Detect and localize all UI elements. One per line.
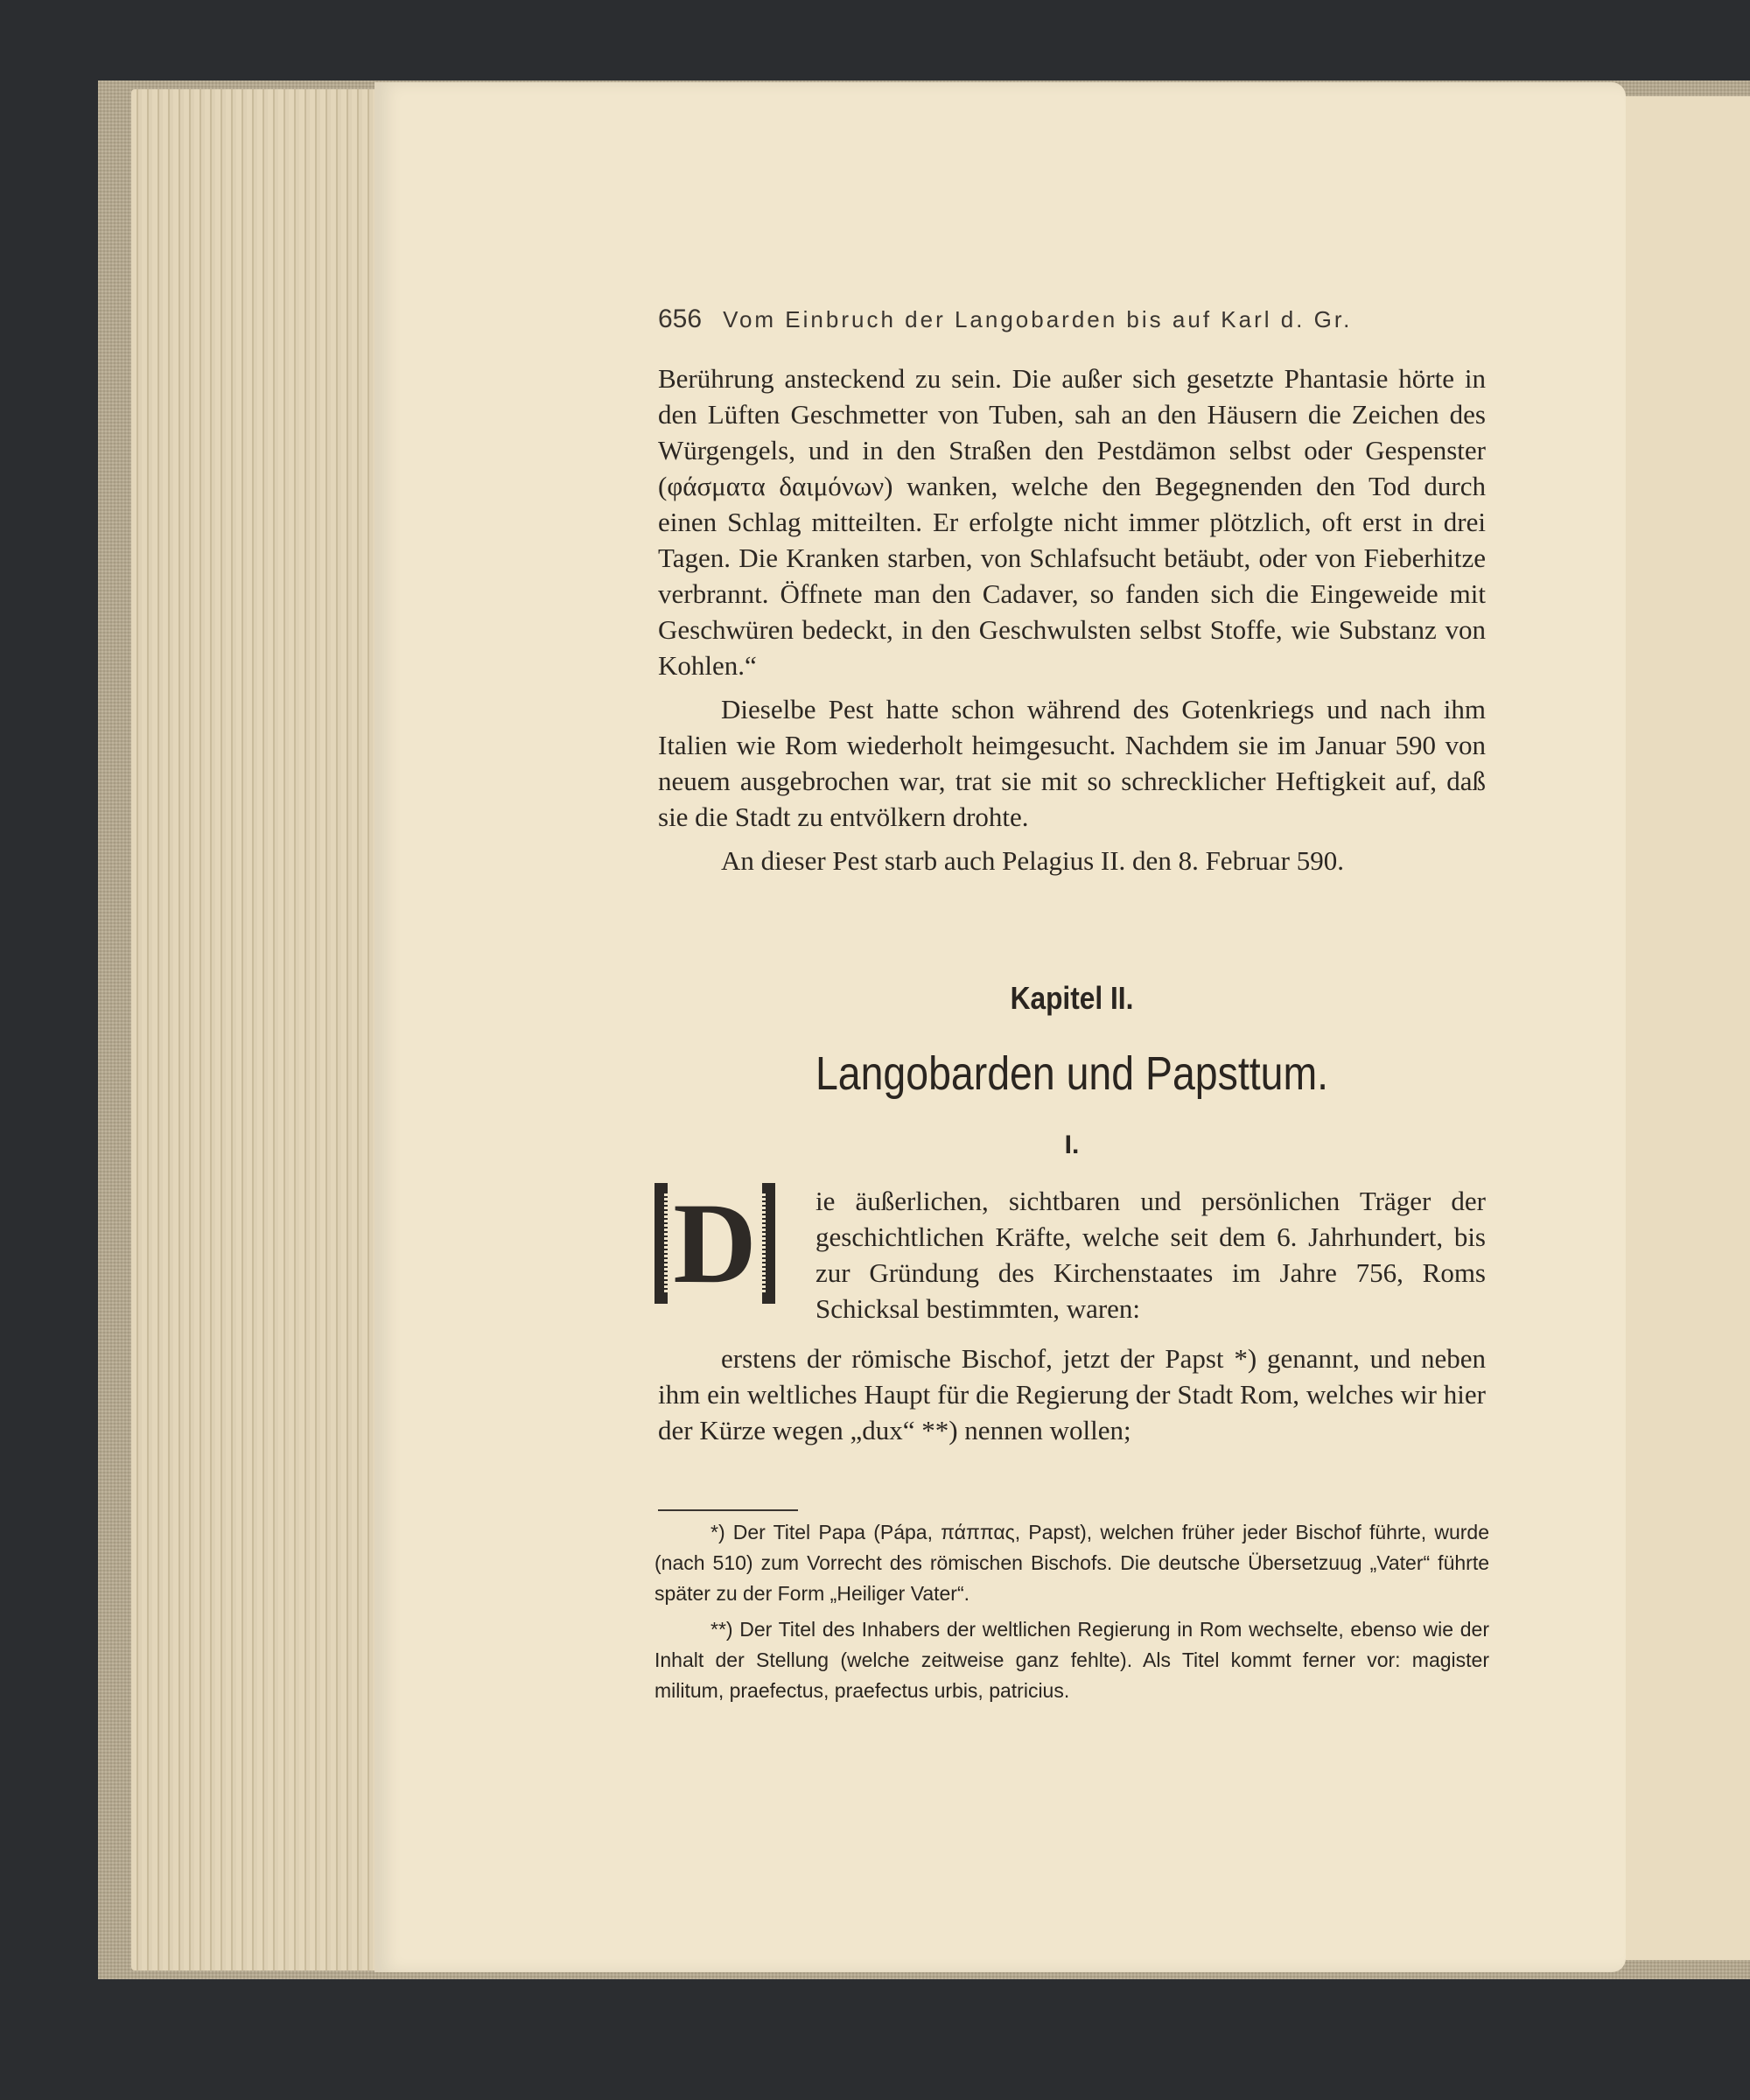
paragraph-1: Berührung ansteckend zu sein. Die außer sich gesetzte Phantasie hörte in den Lüften Geschmetter von Tuben, sah an den Häusern die Zeichen des Würgengels, und in den Straßen den Pestdämon selbst oder Gespenster (φάσματα δαιμόνων) wanken, welche den Begegnenden den Tod durch einen Schlag mitteilten. Er erfolgte nicht immer plötzlich, oft erst in drei Tagen. Die Kranken starben, von Schlafsucht betäubt, oder von Fieberhitze verbrannt. Öffnete man den Cadaver, so fanden sich die Eingeweide mit Geschwüren bedeckt, in den Geschwulsten selbst Stoffe, wie Substanz von Kohlen.“ xyxy=(658,363,1486,681)
drop-cap-letter: D xyxy=(668,1179,761,1307)
footnotes xyxy=(654,1517,1489,1706)
paragraph-2: Dieselbe Pest hatte schon während des Gotenkriegs und nach ihm Italien wie Rom wiederholt heimgesucht. Nachdem sie im Januar 590 von neuem ausgebrochen war, trat sie mit so schrecklicher Heftigkeit auf, daß sie die Stadt zu entvölkern drohte. xyxy=(658,694,1486,832)
paragraph-3: An dieser Pest starb auch Pelagius II. den 8. Februar 590. xyxy=(721,845,1344,876)
chapter-title: Langobarden und Papsttum. xyxy=(815,1047,1329,1100)
page-number: 656 xyxy=(658,304,703,333)
section-paragraph-2: erstens der römische Bischof, jetzt der Papst *) genannt, und neben ihm ein weltliches Haupt für die Regierung der Stadt Rom, welches wir hier der Kürze wegen „dux“ **) nennen wollen; xyxy=(658,1343,1486,1446)
page-edges xyxy=(131,89,385,1970)
facing-page-edge xyxy=(1624,96,1750,1960)
body-text xyxy=(658,360,1486,878)
section-intro xyxy=(658,1183,1486,1326)
footnote-rule xyxy=(658,1509,798,1511)
drop-cap-initial xyxy=(654,1179,775,1307)
section-number: I. xyxy=(1064,1130,1080,1159)
footnote-1: *) Der Titel Papa (Pápa, πάππας, Papst), welchen früher jeder Bischof führte, wurde (nach 510) zum Vorrecht des römischen Bischofs. Die deutsche Übersetzuug „Vater“ führte später zu der Form „Heiliger Vater“. xyxy=(654,1521,1489,1605)
running-title: Vom Einbruch der Langobarden bis auf Karl d. Gr. xyxy=(723,306,1353,332)
chapter-label: Kapitel II. xyxy=(1010,980,1134,1016)
intro-text: ie äußerlichen, sichtbaren und persönlichen Träger der geschichtlichen Kräfte, welche seit dem 6. Jahrhundert, bis zur Gründung des Kirchenstaates im Jahre 756, Roms Schicksal bestimmten, waren: xyxy=(816,1186,1486,1324)
running-header xyxy=(658,304,1489,334)
footnote-2: **) Der Titel des Inhabers der weltlichen Regierung in Rom wechselte, ebenso wie der Inhalt der Stellung (welche zeitweise ganz fehlte). Als Titel kommt ferner vor: magister militum, praefectus, praefectus urbis, patricius. xyxy=(654,1618,1489,1702)
